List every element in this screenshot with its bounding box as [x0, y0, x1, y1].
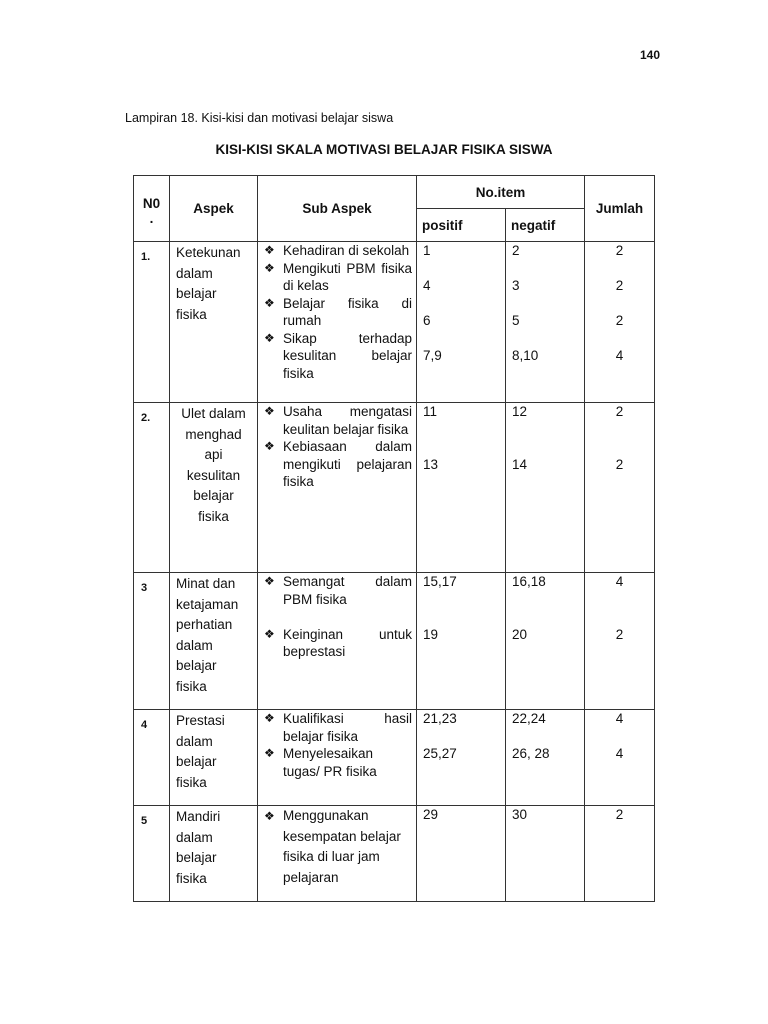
negatif-cell: 12 14 [506, 403, 585, 573]
aspek-cell: Minat dan ketajaman perhatian dalam belajar fisika [170, 573, 258, 710]
jumlah-cell: 2 2 2 4 [585, 242, 655, 403]
list-item: ❖ Mengikuti PBM fisika di kelas [264, 260, 412, 293]
diamond-bullet-icon: ❖ [264, 295, 275, 310]
diamond-bullet-icon: ❖ [264, 574, 275, 588]
sub-aspek-cell [258, 573, 417, 710]
kisi-kisi-table [133, 175, 655, 902]
jumlah-cell: 4 2 [585, 573, 655, 710]
row-number: 3 [134, 573, 170, 710]
table-row [134, 573, 655, 710]
jumlah-cell: 4 4 [585, 710, 655, 806]
sub-aspek-cell [258, 806, 417, 902]
positif-cell: 1 4 6 7,9 [417, 242, 506, 403]
diamond-bullet-icon: ❖ [264, 330, 275, 345]
diamond-bullet-icon: ❖ [264, 711, 275, 725]
negatif-cell: 16,18 20 [506, 573, 585, 710]
table-row [134, 242, 655, 403]
row-number: 4 [134, 710, 170, 806]
row-number: 2. [134, 403, 170, 573]
positif-cell: 21,23 25,27 [417, 710, 506, 806]
header-positif: positif [417, 209, 506, 242]
list-item: ❖ Semangat dalam PBM fisika [264, 574, 412, 607]
list-item: ❖ Kehadiran di sekolah [264, 243, 410, 258]
negatif-cell: 30 [506, 806, 585, 902]
diamond-bullet-icon: ❖ [264, 626, 275, 641]
table-row [134, 710, 655, 806]
table-row [134, 806, 655, 902]
diamond-bullet-icon: ❖ [264, 243, 275, 257]
diamond-bullet-icon: ❖ [264, 809, 275, 823]
sub-aspek-cell [258, 242, 417, 403]
sub-aspek-cell [258, 403, 417, 573]
jumlah-cell: 2 [585, 806, 655, 902]
diamond-bullet-icon: ❖ [264, 746, 275, 760]
jumlah-cell: 2 2 [585, 403, 655, 573]
appendix-caption: Lampiran 18. Kisi-kisi dan motivasi belajar siswa [125, 111, 394, 125]
negatif-cell: 2 3 5 8,10 [506, 242, 585, 403]
row-number: 1. [134, 242, 170, 403]
table-body [134, 242, 655, 902]
header-no-item: No.item [417, 176, 585, 209]
list-item: ❖ Menyelesaikan tugas/ PR fisika [264, 746, 377, 779]
list-item: ❖ Kualifikasi hasil belajar fisika [264, 711, 412, 744]
header-jumlah: Jumlah [585, 176, 655, 242]
diamond-bullet-icon: ❖ [264, 404, 275, 418]
list-item: ❖ Keinginan untuk beprestasi [264, 626, 412, 659]
header-no: N0 . [134, 176, 170, 242]
aspek-cell: Prestasi dalam belajar fisika [170, 710, 258, 806]
aspek-cell: Mandiri dalam belajar fisika [170, 806, 258, 902]
list-item: ❖ Menggunakan kesempatan belajar fisika di luar jam pelajaran [264, 808, 401, 885]
list-item: ❖ Usaha mengatasi keulitan belajar fisika [264, 404, 412, 437]
table-row [134, 403, 655, 573]
list-item: ❖ Kebiasaan dalam mengikuti pelajaran fisika [264, 439, 412, 489]
positif-cell: 29 [417, 806, 506, 902]
list-item: ❖ Belajar fisika di rumah [264, 295, 412, 328]
sub-aspek-cell [258, 710, 417, 806]
header-aspek: Aspek [170, 176, 258, 242]
positif-cell: 15,17 19 [417, 573, 506, 710]
positif-cell: 11 13 [417, 403, 506, 573]
aspek-cell: Ulet dalam menghad api kesulitan belajar fisika [170, 403, 258, 573]
header-negatif: negatif [506, 209, 585, 242]
list-item: ❖ Sikap terhadap kesulitan belajar fisika [264, 330, 412, 381]
row-number: 5 [134, 806, 170, 902]
aspek-cell: Ketekunan dalam belajar fisika [170, 242, 258, 403]
diamond-bullet-icon: ❖ [264, 260, 275, 275]
negatif-cell: 22,24 26, 28 [506, 710, 585, 806]
table-title: KISI-KISI SKALA MOTIVASI BELAJAR FISIKA SISWA [215, 142, 553, 157]
page-number: 140 [640, 48, 661, 62]
diamond-bullet-icon: ❖ [264, 439, 275, 453]
header-sub-aspek: Sub Aspek [258, 176, 417, 242]
